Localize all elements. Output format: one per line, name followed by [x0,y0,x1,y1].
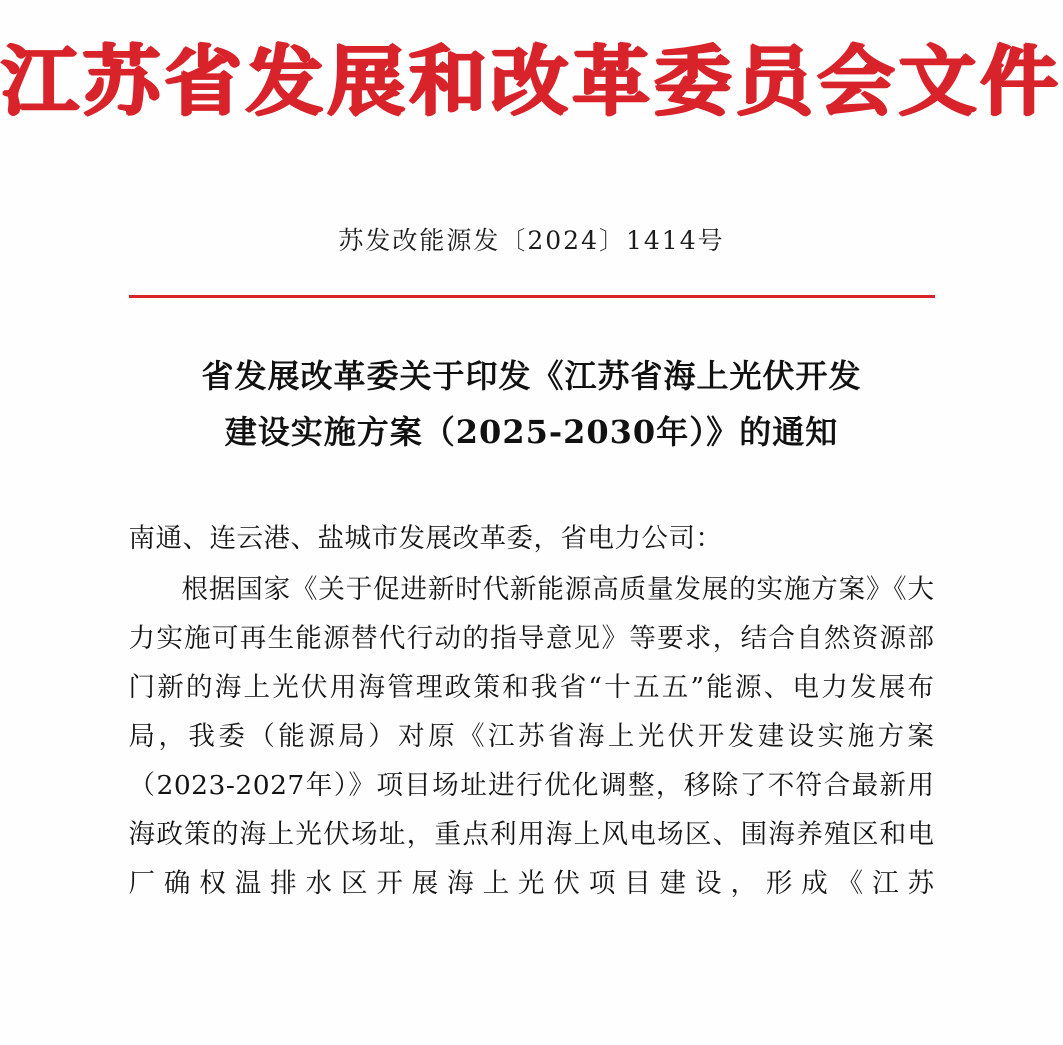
page-title [129,348,935,460]
document-number: 苏发改能源发〔2024〕1414号 [338,226,725,255]
page-title-line-1: 省发展改革委关于印发《江苏省海上光伏开发 [201,357,862,395]
page-title-line-2: 建设实施方案（2025-2030年）》的通知 [224,413,839,451]
document-body [129,514,935,908]
red-divider-rule [129,295,935,298]
body-paragraph-1: 根据国家《关于促进新时代新能源高质量发展的实施方案》《大力实施可再生能源替代行动的指导意见》等要求，结合自然资源部门新的海上光伏用海管理政策和我省“十五五”能源、电力发展布局，我委（能源局）对原《江苏省海上光伏开发建设实施方案（2023-2027年）》项目场址进行优化调整，移除了不符合最新用海政策的海上光伏场址，重点利用海上风电场区、围海养殖区和电厂确权温排水区开展海上光伏项目建设，形成《江苏 [128,574,935,900]
salutation: 南通、连云港、盐城市发展改革委，省电力公司： [128,523,723,554]
issuing-agency-title: 江苏省发展和改革委员会文件 [1,37,1062,126]
masthead [0,0,1063,129]
